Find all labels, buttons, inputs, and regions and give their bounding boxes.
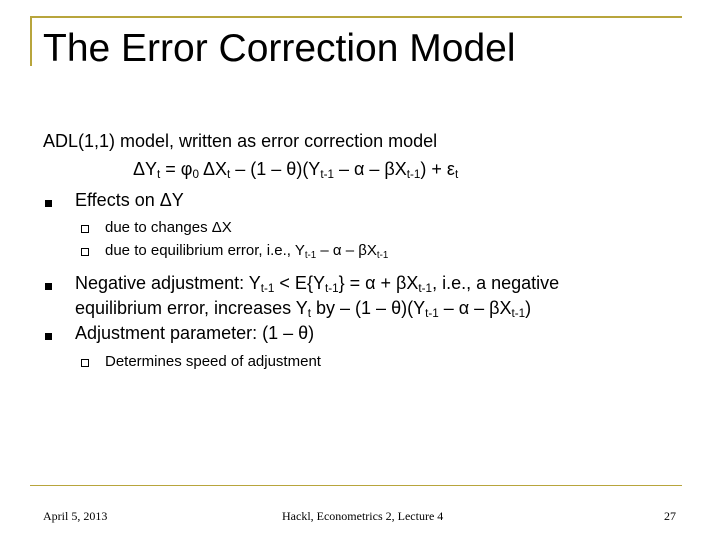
eq-sub: t-1: [406, 168, 421, 181]
square-bullet-icon: [45, 333, 52, 340]
text-sub: t-1: [425, 307, 439, 320]
eq-sub: t: [227, 168, 231, 181]
square-bullet-icon: [45, 200, 52, 207]
text-sub: t-1: [324, 282, 339, 295]
bullet-negative-adjustment-line1: [75, 272, 559, 294]
eq-part: = φ: [160, 159, 193, 179]
text-part: due to equilibrium error, i.e., Y: [105, 242, 305, 259]
intro-text: ADL(1,1) model, written as error correction model: [43, 131, 438, 151]
square-bullet-icon: [45, 283, 52, 290]
eq-part: ) + ε: [420, 159, 455, 179]
text-part: – α – βX: [438, 298, 512, 318]
slide-title: The Error Correction Model: [43, 27, 516, 70]
hollow-square-bullet-icon: [81, 359, 89, 367]
sub-bullet-changes: due to changes ΔX: [105, 219, 232, 236]
text-sub: t-1: [260, 282, 275, 295]
text-part: – α – βX: [316, 242, 377, 259]
eq-part: ΔX: [198, 159, 228, 179]
text-sub: t-1: [376, 250, 389, 261]
hollow-square-bullet-icon: [81, 225, 89, 233]
bullet-adjustment-parameter: Adjustment parameter: (1 – θ): [75, 323, 315, 343]
footer-page-number: 27: [664, 509, 676, 523]
sub-bullet-speed: Determines speed of adjustment: [105, 353, 321, 370]
footer-date: April 5, 2013: [43, 509, 108, 523]
text-sub: t: [307, 307, 312, 320]
eq-part: – (1 – θ)(Y: [230, 159, 321, 179]
eq-part: – α – βX: [333, 159, 407, 179]
eq-sub: t-1: [320, 168, 334, 181]
eq-sub: t: [454, 168, 459, 181]
text-part: ): [525, 298, 532, 318]
bullet-effects: Effects on ΔY: [75, 190, 184, 210]
hollow-square-bullet-icon: [81, 248, 89, 256]
text-part: by – (1 – θ)(Y: [311, 298, 426, 318]
eq-part: ΔY: [133, 159, 158, 179]
text-part: equilibrium error, increases Y: [75, 298, 308, 318]
text-sub: t-1: [304, 250, 317, 261]
footer-course: Hackl, Econometrics 2, Lecture 4: [282, 509, 444, 523]
eq-sub: 0: [192, 168, 199, 181]
text-part: Negative adjustment: Y: [75, 273, 261, 293]
ecm-equation: [133, 158, 458, 180]
footer-rule: [30, 485, 682, 486]
eq-sub: t: [157, 168, 161, 181]
text-part: } = α + βX: [338, 273, 419, 293]
text-part: < E{Y: [274, 273, 325, 293]
sub-bullet-equilibrium-error: [105, 241, 388, 261]
text-sub: t-1: [511, 307, 526, 320]
bullet-negative-adjustment-line2: [75, 297, 531, 319]
text-sub: t-1: [418, 282, 433, 295]
text-part: , i.e., a negative: [432, 273, 560, 293]
